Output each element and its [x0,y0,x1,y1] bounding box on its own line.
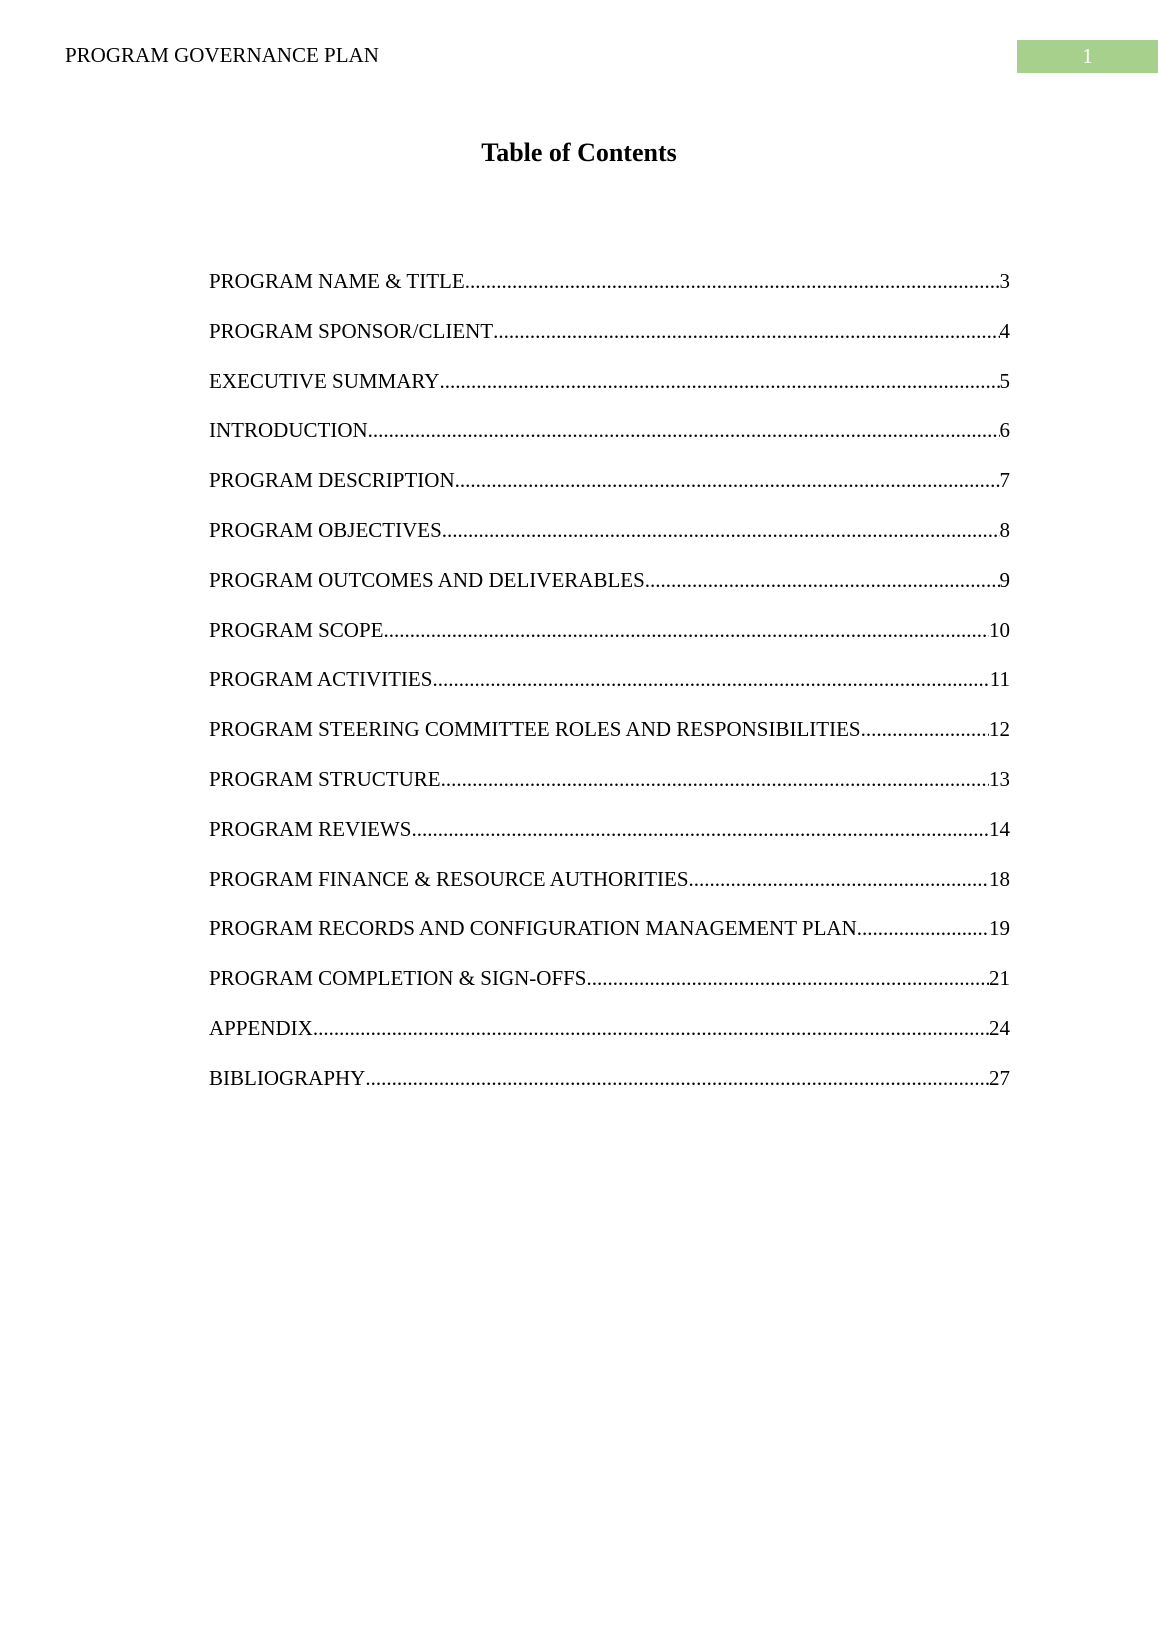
toc-leader-dots [493,319,999,344]
toc-entry[interactable] [209,618,1010,668]
toc-entry[interactable] [209,568,1010,618]
toc-entry-page: 13 [989,766,1010,791]
toc-entry-label: PROGRAM REVIEWS [209,816,412,841]
toc-leader-dots [861,717,989,742]
toc-entry-page: 5 [999,368,1010,393]
toc-leader-dots [383,618,989,643]
toc-entry[interactable] [209,1016,1010,1066]
toc-entry[interactable] [209,667,1010,717]
toc-leader-dots [586,966,989,991]
toc-entry[interactable] [209,867,1010,917]
toc-leader-dots [313,1016,989,1041]
toc-title: Table of Contents [481,138,677,167]
toc-entry-label: INTRODUCTION [209,418,368,443]
toc-entry-label: PROGRAM COMPLETION & SIGN-OFFS [209,966,587,991]
toc-entry-page: 10 [989,617,1010,642]
toc-entry[interactable] [209,369,1010,419]
toc-entry[interactable] [209,717,1010,767]
toc-entry[interactable] [209,916,1010,966]
toc-entry-page: 6 [999,418,1010,443]
toc-entry-page: 24 [989,1015,1010,1040]
toc-entry-label: PROGRAM SPONSOR/CLIENT [209,318,494,343]
toc-entry-label: PROGRAM STEERING COMMITTEE ROLES AND RESPONSIBILITIES [209,717,861,742]
toc-entry-label: BIBLIOGRAPHY [209,1065,366,1090]
toc-entry-label: PROGRAM RECORDS AND CONFIGURATION MANAGEMENT PLAN [209,916,857,941]
toc-entry-page: 4 [999,318,1010,343]
toc-leader-dots [439,369,999,394]
toc-entry[interactable] [209,767,1010,817]
toc-entry-page: 8 [999,517,1010,542]
toc-entry-label: APPENDIX [209,1015,313,1040]
toc-entry-page: 12 [989,717,1010,742]
toc-entry-page: 27 [989,1065,1010,1090]
toc-entry[interactable] [209,468,1010,518]
toc-entry-label: PROGRAM NAME & TITLE [209,269,465,293]
toc-leader-dots [442,518,1000,543]
toc-entry-page: 19 [989,916,1010,941]
toc-leader-dots [645,568,1000,593]
toc-leader-dots [365,1066,989,1091]
running-header-title: PROGRAM GOVERNANCE PLAN [65,43,379,67]
toc-entry-label: PROGRAM OBJECTIVES [209,517,442,542]
toc-leader-dots [455,468,1000,493]
toc-entry[interactable] [209,817,1010,867]
toc-entry[interactable] [209,269,1010,319]
toc-leader-dots [465,269,1000,294]
toc-entry[interactable] [209,319,1010,369]
toc-entry-label: PROGRAM DESCRIPTION [209,468,455,493]
toc-leader-dots [411,817,989,842]
toc-entry-page: 9 [999,567,1010,592]
toc-entry-page: 21 [989,966,1010,991]
toc-entry[interactable] [209,1066,1010,1116]
toc-entry-page: 14 [989,816,1010,841]
toc-leader-dots [857,916,989,941]
toc-entry-label: PROGRAM STRUCTURE [209,766,441,791]
toc-leader-dots [441,767,989,792]
table-of-contents [209,269,1010,1116]
toc-entry-label: PROGRAM FINANCE & RESOURCE AUTHORITIES [209,866,689,891]
toc-entry-page: 3 [999,269,1010,293]
toc-entry[interactable] [209,518,1010,568]
toc-leader-dots [689,867,989,892]
toc-leader-dots [368,418,1000,443]
toc-entry-page: 18 [989,866,1010,891]
page-number-badge: 1 [1017,40,1158,73]
toc-entry[interactable] [209,418,1010,468]
toc-entry-label: PROGRAM SCOPE [209,617,384,642]
toc-entry[interactable] [209,966,1010,1016]
toc-entry-label: PROGRAM OUTCOMES AND DELIVERABLES [209,567,645,592]
toc-entry-page: 7 [999,468,1010,493]
toc-leader-dots [432,667,989,692]
toc-entry-label: PROGRAM ACTIVITIES [209,667,433,692]
toc-entry-label: EXECUTIVE SUMMARY [209,368,440,393]
toc-entry-page: 11 [989,667,1010,692]
